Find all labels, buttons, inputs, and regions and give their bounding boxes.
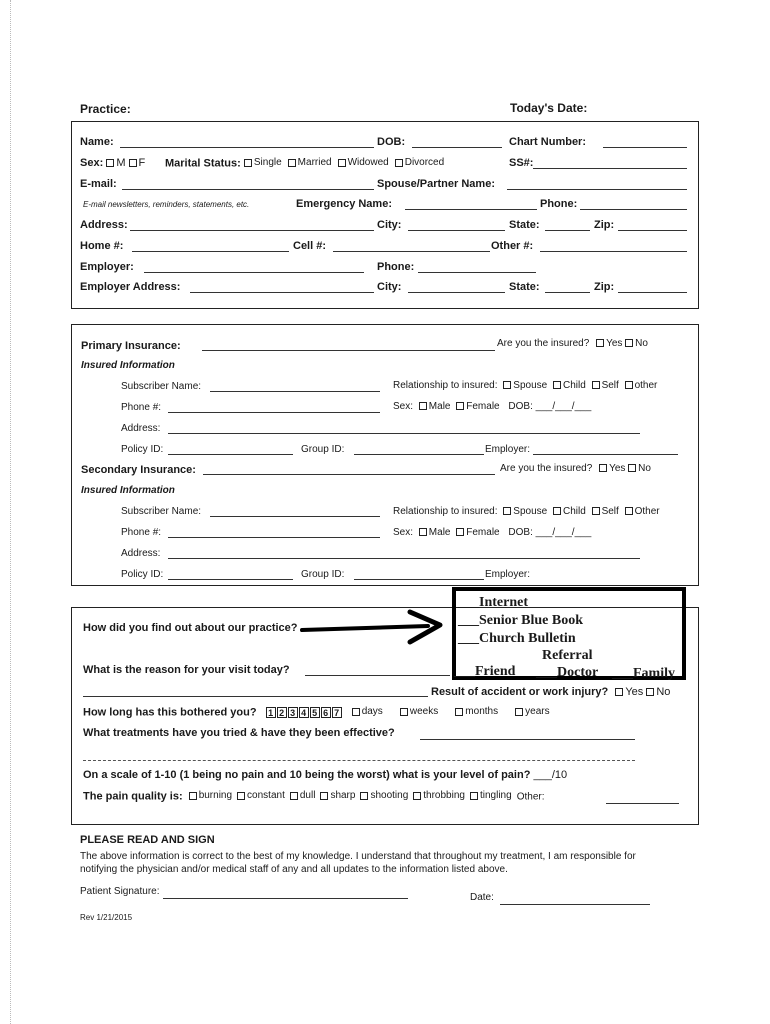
secondary-spouse-label: Spouse <box>513 506 548 517</box>
treatments-field[interactable] <box>420 739 635 740</box>
pain-quality-burning-option <box>189 790 232 801</box>
pain-quality-dull-option <box>290 790 316 801</box>
pain-quality-throbbing-checkbox[interactable] <box>413 792 421 800</box>
accident-label: Result of accident or work injury? <box>431 686 609 698</box>
widowed-checkbox[interactable] <box>338 159 346 167</box>
primary-insured-no-checkbox[interactable] <box>625 339 633 347</box>
duration-number-box-2[interactable]: 2 <box>277 707 287 718</box>
married-checkbox[interactable] <box>288 159 296 167</box>
employer-state-field[interactable] <box>545 292 590 293</box>
sign-text-line-2: notifying the physician and/or medical staff of any and all updates to the information listed above. <box>80 864 508 875</box>
church-bulletin-label: Church Bulletin <box>479 631 576 646</box>
primary-sex-dob-row <box>393 401 591 412</box>
weeks-label: weeks <box>409 706 439 717</box>
secondary-address-field[interactable] <box>168 558 640 559</box>
weeks-checkbox[interactable] <box>400 708 408 716</box>
sign-date-label: Date: <box>470 892 494 903</box>
sign-heading: PLEASE READ AND SIGN <box>80 834 215 846</box>
married-label: Married <box>297 157 332 168</box>
email-field[interactable] <box>122 189 374 190</box>
pain-quality-shooting-option <box>360 790 408 801</box>
primary-insured-information-heading: Insured Information <box>81 360 175 371</box>
secondary-insurance-field[interactable] <box>203 474 495 475</box>
chart-number-field[interactable] <box>603 147 687 148</box>
accident-yes-checkbox[interactable] <box>615 688 623 696</box>
treatments-field-2[interactable] <box>83 760 635 761</box>
address-label: Address: <box>80 219 128 231</box>
secondary-spouse-checkbox[interactable] <box>503 507 511 515</box>
pain-quality-tingling-label: tingling <box>479 790 512 801</box>
secondary-child-checkbox[interactable] <box>553 507 561 515</box>
secondary-insured-information-heading: Insured Information <box>81 485 175 496</box>
employer-city-field[interactable] <box>408 292 505 293</box>
duration-number-box-5[interactable]: 5 <box>310 707 320 718</box>
primary-child-checkbox[interactable] <box>553 381 561 389</box>
pain-quality-label: The pain quality is: <box>83 790 183 803</box>
dob-field[interactable] <box>412 147 502 148</box>
secondary-other-checkbox[interactable] <box>625 507 633 515</box>
accident-yes-label: Yes <box>625 686 644 698</box>
employer-label: Employer: <box>80 261 134 273</box>
accident-no-label: No <box>656 686 671 698</box>
employer-field[interactable] <box>144 272 364 273</box>
pain-level-field[interactable]: ___/10 <box>533 769 568 781</box>
revision-label: Rev 1/21/2015 <box>80 913 133 922</box>
senior-blue-book-option[interactable]: ___ Senior Blue Book <box>458 613 583 628</box>
other-phone-field[interactable] <box>540 251 687 252</box>
primary-group-id-label: Group ID: <box>301 444 345 455</box>
marital-status-label: Marital Status: <box>165 157 241 170</box>
reason-field-2[interactable] <box>83 696 428 697</box>
pain-quality-tingling-option <box>470 790 512 801</box>
friend-label: Friend <box>475 664 516 679</box>
pain-quality-burning-label: burning <box>198 790 233 801</box>
email-label: E-mail: <box>80 178 117 190</box>
pain-quality-other-label: Other: <box>516 791 545 803</box>
secondary-address-label: Address: <box>121 548 161 559</box>
address-field[interactable] <box>130 230 374 231</box>
how-find-label: How did you find out about our practice? <box>83 622 298 634</box>
dob-label: DOB: <box>377 136 406 148</box>
secondary-female-label: Female <box>466 527 500 538</box>
secondary-male-checkbox[interactable] <box>419 528 427 536</box>
primary-address-label: Address: <box>121 423 161 434</box>
duration-number-box-7[interactable]: 7 <box>332 707 342 718</box>
emergency-phone-label: Phone: <box>540 198 578 210</box>
pain-quality-sharp-checkbox[interactable] <box>320 792 328 800</box>
state-field[interactable] <box>545 230 590 231</box>
primary-insured-row <box>497 338 648 349</box>
primary-employer-field[interactable] <box>533 454 678 455</box>
primary-male-label: Male <box>428 401 451 412</box>
sign-date-field[interactable] <box>500 904 650 905</box>
sex-label: Sex: <box>80 157 104 169</box>
patient-signature-label: Patient Signature: <box>80 886 160 897</box>
primary-address-field[interactable] <box>168 433 640 434</box>
primary-other-label: other <box>634 380 658 391</box>
duration-row <box>83 706 556 719</box>
pain-quality-dull-label: dull <box>299 790 316 801</box>
pain-quality-sharp-label: sharp <box>330 790 356 801</box>
days-checkbox[interactable] <box>352 708 360 716</box>
employer-address-label: Employer Address: <box>80 281 181 293</box>
accident-no-checkbox[interactable] <box>646 688 654 696</box>
duration-number-box-3[interactable]: 3 <box>288 707 298 718</box>
primary-child-label: Child <box>563 380 586 391</box>
secondary-insured-yes-label: Yes <box>609 463 626 474</box>
primary-relationship-label: Relationship to insured: <box>393 380 498 391</box>
primary-female-label: Female <box>466 401 500 412</box>
secondary-policy-id-label: Policy ID: <box>121 569 164 580</box>
emergency-name-label: Emergency Name: <box>296 198 392 210</box>
divorced-label: Divorced <box>404 157 445 168</box>
pain-quality-options <box>186 791 514 803</box>
email-note: E-mail newsletters, reminders, statements, etc. <box>83 200 250 209</box>
pain-quality-other-field[interactable] <box>606 803 679 804</box>
duration-number-box-6[interactable]: 6 <box>321 707 331 718</box>
name-label: Name: <box>80 136 114 148</box>
primary-phone-field[interactable] <box>168 412 380 413</box>
pain-quality-constant-label: constant <box>247 790 285 801</box>
pain-quality-constant-checkbox[interactable] <box>237 792 245 800</box>
primary-group-id-field[interactable] <box>354 454 484 455</box>
primary-policy-id-field[interactable] <box>168 454 293 455</box>
years-label: years <box>525 706 550 717</box>
months-label: months <box>465 706 499 717</box>
secondary-insured-row <box>500 463 651 474</box>
secondary-sex-dob-row <box>393 527 591 538</box>
reason-field[interactable] <box>305 675 450 676</box>
duration-number-boxes <box>266 707 343 719</box>
primary-self-checkbox[interactable] <box>592 381 600 389</box>
secondary-dob-label: DOB: <box>508 527 533 538</box>
sex-row <box>80 157 145 169</box>
months-checkbox[interactable] <box>455 708 463 716</box>
family-option[interactable]: ___ Family <box>612 666 675 681</box>
reason-label: What is the reason for your visit today? <box>83 664 290 676</box>
internet-option[interactable]: ___ Internet <box>458 595 528 610</box>
widowed-label: Widowed <box>347 157 389 168</box>
todays-date-label: Today's Date: <box>510 101 588 115</box>
secondary-dob-field[interactable]: ___/___/___ <box>535 527 592 538</box>
secondary-child-label: Child <box>563 506 586 517</box>
primary-other-checkbox[interactable] <box>625 381 633 389</box>
primary-relationship-row <box>393 380 657 391</box>
secondary-sex-label: Sex: <box>393 527 414 538</box>
secondary-employer-label: Employer: <box>485 569 531 580</box>
zip-field[interactable] <box>618 230 687 231</box>
cell-phone-label: Cell #: <box>293 240 327 252</box>
secondary-insured-no-label: No <box>638 463 651 474</box>
employer-phone-field[interactable] <box>418 272 536 273</box>
pain-quality-shooting-label: shooting <box>370 790 409 801</box>
primary-insurance-field[interactable] <box>202 350 495 351</box>
pain-scale-row <box>83 769 567 781</box>
duration-number-box-1[interactable]: 1 <box>266 707 276 718</box>
sign-text-line-1: The above information is correct to the best of my knowledge. I understand that throughout my treatment, I am responsible for <box>80 851 636 862</box>
sex-m-label: M <box>116 157 126 169</box>
emergency-phone-field[interactable] <box>580 209 687 210</box>
primary-spouse-checkbox[interactable] <box>503 381 511 389</box>
primary-sex-label: Sex: <box>393 401 414 412</box>
secondary-subscriber-name-label: Subscriber Name: <box>121 506 202 517</box>
employer-address-field[interactable] <box>190 292 374 293</box>
sex-f-checkbox[interactable] <box>129 159 137 167</box>
marital-status-row <box>165 157 450 170</box>
single-label: Single <box>253 157 282 168</box>
city-label: City: <box>377 219 402 231</box>
internet-label: Internet <box>479 595 528 610</box>
primary-insured-yes-checkbox[interactable] <box>596 339 604 347</box>
arrow-icon <box>300 606 450 650</box>
family-label: Family <box>633 666 675 681</box>
years-checkbox[interactable] <box>515 708 523 716</box>
how-long-label: How long has this bothered you? <box>83 706 257 719</box>
secondary-group-id-field[interactable] <box>354 579 484 580</box>
secondary-relationship-row <box>393 506 660 517</box>
other-phone-label: Other #: <box>491 240 534 252</box>
primary-insured-no-label: No <box>635 338 648 349</box>
primary-phone-label: Phone #: <box>121 402 162 413</box>
primary-spouse-label: Spouse <box>513 380 548 391</box>
pain-quality-throbbing-option <box>413 790 465 801</box>
friend-option[interactable]: ___ Friend <box>454 664 516 679</box>
pain-quality-tingling-checkbox[interactable] <box>470 792 478 800</box>
secondary-male-label: Male <box>428 527 451 538</box>
cell-phone-field[interactable] <box>333 251 490 252</box>
secondary-phone-field[interactable] <box>168 537 380 538</box>
state-label: State: <box>509 219 540 231</box>
secondary-are-you-insured-label: Are you the insured? <box>500 463 593 474</box>
secondary-female-checkbox[interactable] <box>456 528 464 536</box>
pain-quality-dull-checkbox[interactable] <box>290 792 298 800</box>
secondary-insured-yes-checkbox[interactable] <box>599 464 607 472</box>
pain-quality-burning-checkbox[interactable] <box>189 792 197 800</box>
employer-phone-label: Phone: <box>377 261 415 273</box>
employer-city-label: City: <box>377 281 402 293</box>
primary-female-checkbox[interactable] <box>456 402 464 410</box>
primary-dob-field[interactable]: ___/___/___ <box>535 401 592 412</box>
secondary-insured-no-checkbox[interactable] <box>628 464 636 472</box>
home-phone-label: Home #: <box>80 240 124 252</box>
spouse-name-label: Spouse/Partner Name: <box>377 178 495 190</box>
city-field[interactable] <box>408 230 505 231</box>
home-phone-field[interactable] <box>132 251 289 252</box>
pain-quality-throbbing-label: throbbing <box>423 790 465 801</box>
secondary-phone-label: Phone #: <box>121 527 162 538</box>
primary-policy-id-label: Policy ID: <box>121 444 164 455</box>
scan-edge-mark <box>10 0 12 1024</box>
primary-are-you-insured-label: Are you the insured? <box>497 338 590 349</box>
secondary-insurance-label: Secondary Insurance: <box>81 464 196 476</box>
sex-f-label: F <box>138 157 146 169</box>
doctor-label: Doctor <box>557 665 599 680</box>
days-label: days <box>361 706 383 717</box>
primary-male-checkbox[interactable] <box>419 402 427 410</box>
secondary-group-id-label: Group ID: <box>301 569 345 580</box>
employer-zip-field[interactable] <box>618 292 687 293</box>
divorced-checkbox[interactable] <box>395 159 403 167</box>
secondary-policy-id-field[interactable] <box>168 579 293 580</box>
secondary-relationship-label: Relationship to insured: <box>393 506 498 517</box>
referral-sources-callout <box>452 587 686 680</box>
secondary-self-checkbox[interactable] <box>592 507 600 515</box>
primary-insurance-label: Primary Insurance: <box>81 340 181 352</box>
practice-label: Practice: <box>80 102 131 116</box>
primary-dob-label: DOB: <box>508 401 533 412</box>
doctor-option[interactable]: ___ Doctor <box>536 665 599 680</box>
spouse-name-field[interactable] <box>507 189 687 190</box>
senior-blue-book-label: Senior Blue Book <box>479 613 583 628</box>
pain-scale-label: On a scale of 1-10 (1 being no pain and 10 being the worst) what is your level of pain? <box>83 769 531 781</box>
pain-quality-row <box>83 790 545 803</box>
pain-quality-shooting-checkbox[interactable] <box>360 792 368 800</box>
treatments-label: What treatments have you tried & have they been effective? <box>83 727 395 739</box>
pain-quality-sharp-option <box>320 790 355 801</box>
employer-state-label: State: <box>509 281 540 293</box>
accident-row <box>431 686 670 698</box>
secondary-self-label: Self <box>601 506 619 517</box>
referral-heading: Referral <box>542 648 593 663</box>
secondary-other-label: Other <box>634 506 660 517</box>
pain-quality-constant-option <box>237 790 285 801</box>
primary-self-label: Self <box>601 380 619 391</box>
primary-subscriber-name-label: Subscriber Name: <box>121 381 202 392</box>
emergency-name-field[interactable] <box>405 209 537 210</box>
ssn-label: SS#: <box>509 157 534 169</box>
employer-zip-label: Zip: <box>594 281 615 293</box>
single-checkbox[interactable] <box>244 159 252 167</box>
secondary-subscriber-name-field[interactable] <box>210 516 380 517</box>
primary-insured-yes-label: Yes <box>606 338 623 349</box>
duration-number-box-4[interactable]: 4 <box>299 707 309 718</box>
sex-m-checkbox[interactable] <box>106 159 114 167</box>
ssn-field[interactable] <box>533 168 687 169</box>
name-field[interactable] <box>120 147 374 148</box>
primary-subscriber-name-field[interactable] <box>210 391 380 392</box>
church-bulletin-option[interactable]: ___ Church Bulletin <box>458 631 576 646</box>
chart-number-label: Chart Number: <box>509 136 587 148</box>
patient-signature-field[interactable] <box>163 898 408 899</box>
primary-employer-label: Employer: <box>485 444 531 455</box>
zip-label: Zip: <box>594 219 615 231</box>
